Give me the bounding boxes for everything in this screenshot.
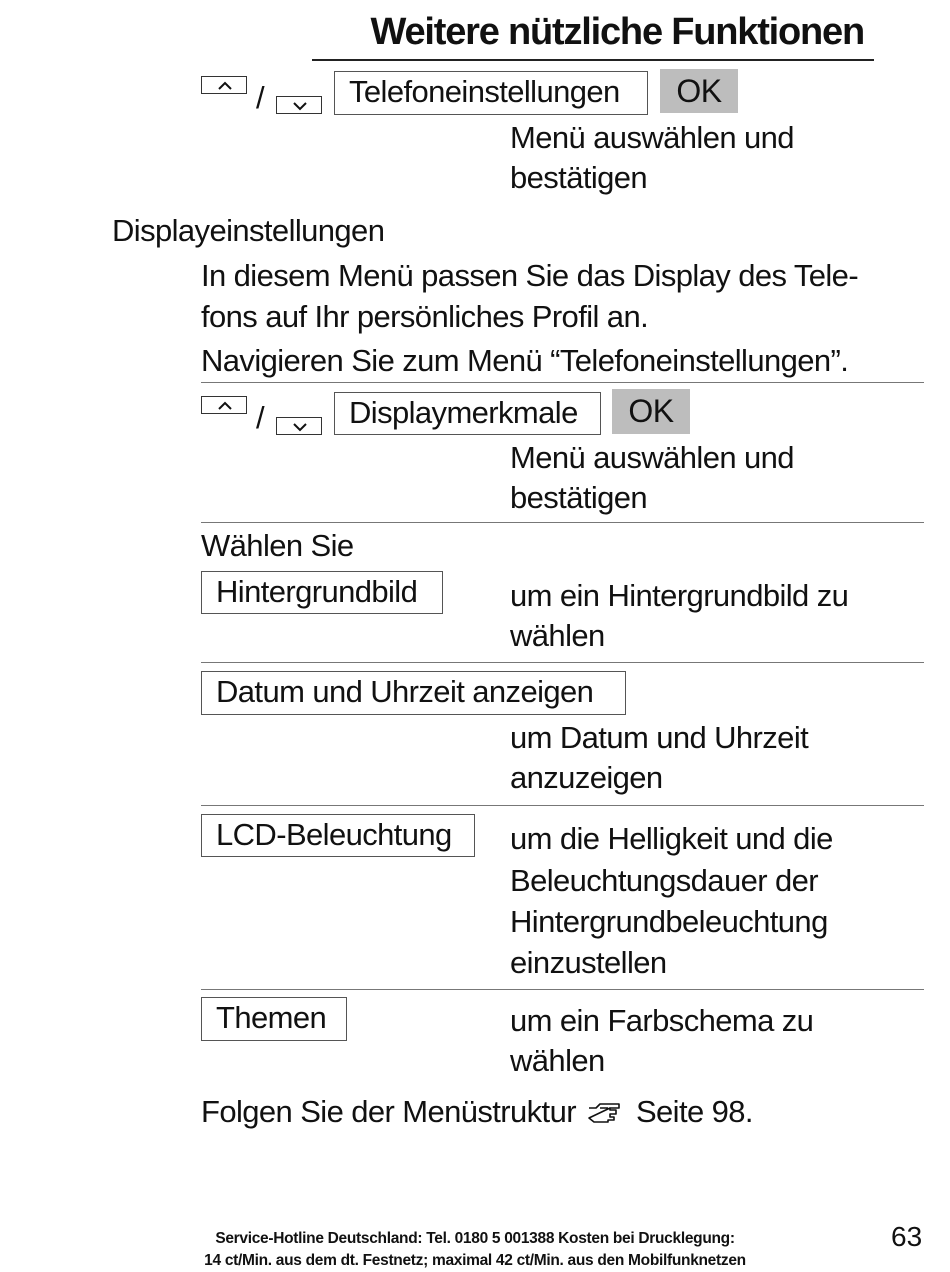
intro-line1: In diesem Menü passen Sie das Display des Tele- xyxy=(201,258,859,293)
page-title: Weitere nützliche Funktionen xyxy=(370,11,864,53)
up-key-icon xyxy=(201,396,247,414)
option-desc: um ein Farbschema zu xyxy=(510,1003,814,1038)
follow-text-after: Seite 98. xyxy=(635,1094,753,1129)
down-key-icon xyxy=(276,417,322,435)
intro-line2: fons auf Ihr persönliches Profil an. xyxy=(201,299,649,334)
option-desc: anzuzeigen xyxy=(510,760,663,795)
step2-desc-line2: bestätigen xyxy=(510,480,648,515)
title-underline xyxy=(312,59,874,61)
menu-telefoneinstellungen: Telefoneinstellungen xyxy=(334,71,648,115)
option-hintergrundbild: Hintergrundbild xyxy=(201,571,443,614)
follow-text-before: Folgen Sie der Menüstruktur xyxy=(201,1094,576,1129)
ok-key: OK xyxy=(660,69,738,113)
step1-desc-line2: bestätigen xyxy=(510,160,648,195)
follow-text xyxy=(201,1092,753,1132)
option-datum-uhrzeit: Datum und Uhrzeit anzeigen xyxy=(201,671,626,715)
down-key-icon xyxy=(276,96,322,114)
section-heading: Displayeinstellungen xyxy=(112,213,385,248)
choose-label: Wählen Sie xyxy=(201,528,354,563)
option-themen: Themen xyxy=(201,997,347,1041)
key-separator: / xyxy=(256,80,265,115)
divider xyxy=(201,989,924,990)
divider xyxy=(201,805,924,806)
option-desc: um die Helligkeit und die xyxy=(510,821,833,856)
option-desc: um Datum und Uhrzeit xyxy=(510,720,809,755)
up-key-icon xyxy=(201,76,247,94)
divider xyxy=(201,662,924,663)
menu-displaymerkmale: Displaymerkmale xyxy=(334,392,601,435)
option-desc: Hintergrundbeleuchtung xyxy=(510,904,828,939)
step2-desc-line1: Menü auswählen und xyxy=(510,440,794,475)
pointing-hand-icon xyxy=(586,1096,626,1122)
page-number: 63 xyxy=(891,1221,923,1252)
ok-key: OK xyxy=(612,389,690,434)
footer-hotline-line1: Service-Hotline Deutschland: Tel. 0180 5 001388 Kosten bei Drucklegung: xyxy=(215,1230,735,1247)
divider xyxy=(201,522,924,523)
divider xyxy=(201,382,924,383)
key-separator: / xyxy=(256,400,265,435)
option-lcd-beleuchtung: LCD-Beleuchtung xyxy=(201,814,475,857)
footer-hotline-line2: 14 ct/Min. aus dem dt. Festnetz; maximal 42 ct/Min. aus den Mobilfunknetzen xyxy=(204,1252,746,1269)
option-desc: einzustellen xyxy=(510,945,667,980)
option-desc: wählen xyxy=(510,618,605,653)
navigate-instruction: Navigieren Sie zum Menü “Telefoneinstellungen”. xyxy=(201,343,849,378)
option-desc: Beleuchtungsdauer der xyxy=(510,863,818,898)
option-desc: wählen xyxy=(510,1043,605,1078)
step1-desc-line1: Menü auswählen und xyxy=(510,120,794,155)
option-desc: um ein Hintergrundbild zu xyxy=(510,578,849,613)
